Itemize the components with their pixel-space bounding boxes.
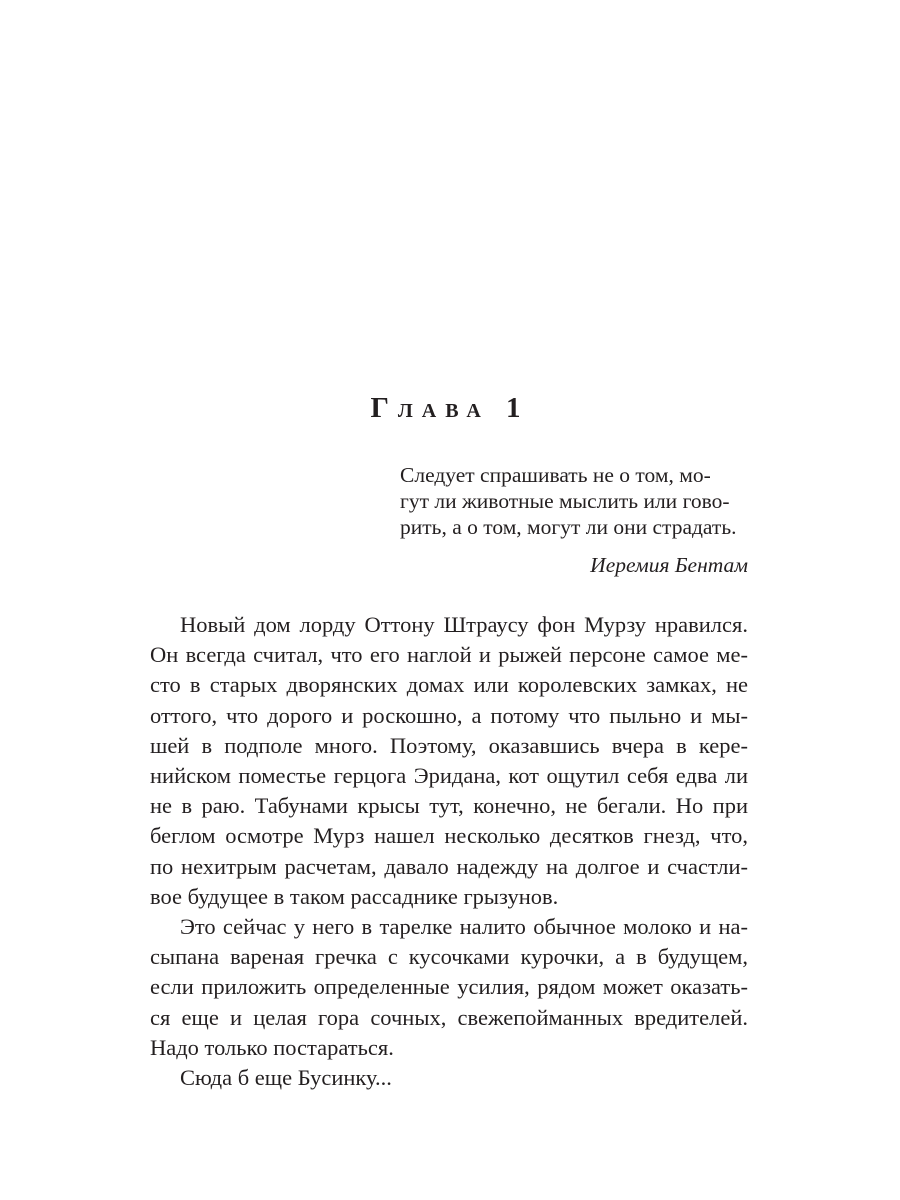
epigraph-line: Следует спрашивать не о том, мо- [400,463,711,487]
epigraph [400,462,748,540]
epigraph-author: Иеремия Бентам [590,553,748,577]
paragraph-line: ся еще и целая гора сочных, свежепойманных вредителей. [150,1004,748,1030]
paragraph-line: Сюда б еще Бусинку... [180,1065,392,1091]
paragraph-line: Это сейчас у него в тарелке налито обычное молоко и на- [180,914,748,940]
paragraph-line: по нехитрым расчетам, давало надежду на долгое и счастли- [150,853,748,879]
paragraph-line: если приложить определенные усилия, рядом может оказать- [150,974,748,1000]
epigraph-line: рить, а о том, могут ли они страдать. [400,515,737,539]
paragraph-line: Надо только постараться. [150,1034,394,1060]
paragraph-line: Он всегда считал, что его наглой и рыжей персоне самое ме- [150,642,748,668]
epigraph-line: гут ли животные мыслить или гово- [400,489,730,513]
chapter-title: Глава 1 [370,392,530,424]
paragraph-line: вое будущее в таком рассаднике грызунов. [150,883,559,909]
paragraph-line: шей в подполе много. Поэтому, оказавшись вчера в кере- [150,732,748,758]
paragraph-line: Новый дом лорду Оттону Штраусу фон Мурзу нравился. [180,612,748,637]
body-text [150,610,748,1093]
paragraph-line: сто в старых дворянских домах или королевских замках, не [150,672,748,698]
paragraph-line: не в раю. Табунами крысы тут, конечно, не бегали. Но при [150,793,748,819]
paragraph-line: оттого, что дорого и роскошно, а потому что пыльно и мы- [150,702,748,728]
paragraph-line: сыпана вареная гречка с кусочками курочки, а в будущем, [150,944,748,970]
paragraph-line: нийском поместье герцога Эридана, кот ощутил себя едва ли [150,763,748,789]
paragraph-line: беглом осмотре Мурз нашел несколько десятков гнезд, что, [150,823,748,849]
